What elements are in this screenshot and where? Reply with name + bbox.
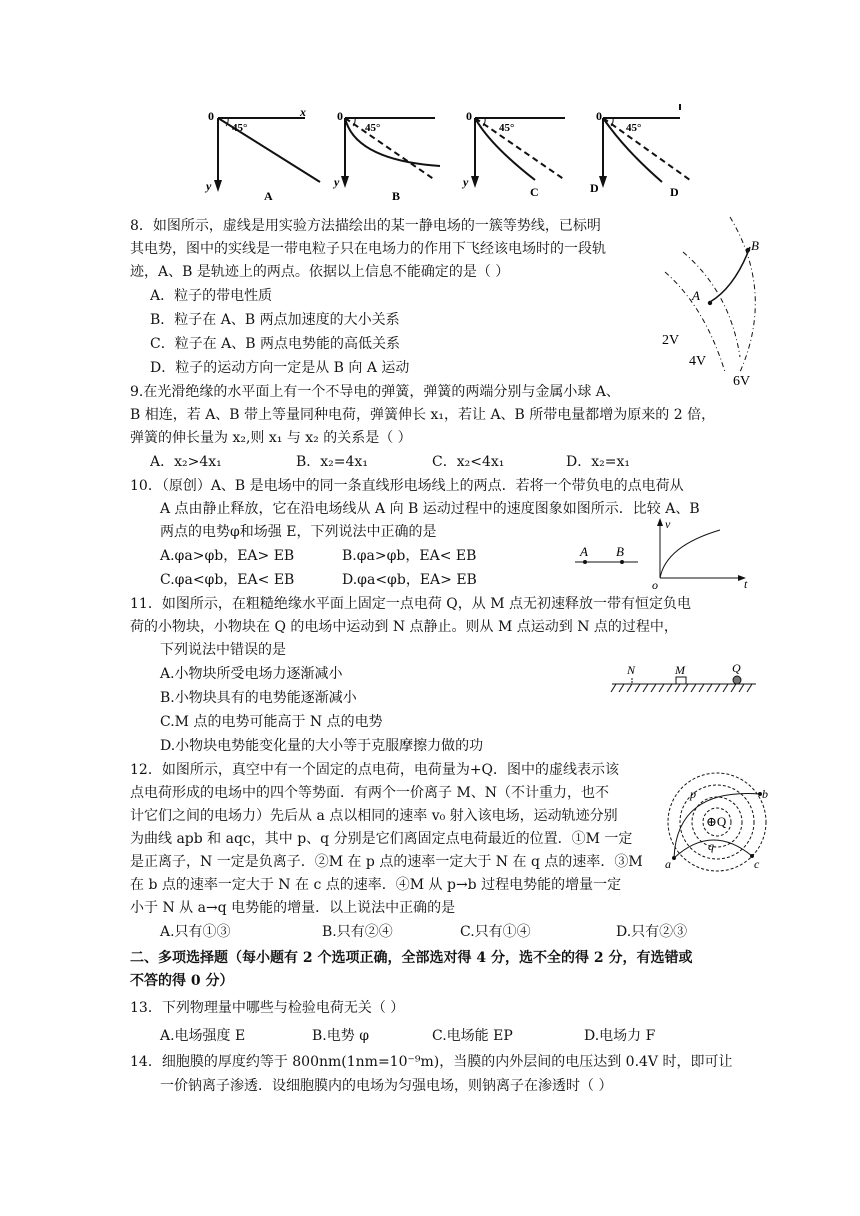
- q8-option-a: A．粒子的带电性质: [150, 288, 273, 304]
- section-2-heading-line-1: 二、多项选择题（每小题有 2 个选项正确，全部选对得 4 分，选不全的得 2 分，有选错或: [130, 950, 693, 966]
- panel-b-y-label: y: [334, 175, 340, 189]
- panel-a-x-label: x: [300, 105, 306, 119]
- section-2-heading-line-2: 不答的得 0 分）: [130, 973, 234, 989]
- panel-d-y-label: D: [590, 181, 599, 195]
- q10-option-c: C.φa<φb，EA< EB: [160, 572, 295, 588]
- panel-b-angle: 45°: [365, 122, 381, 134]
- q8-label-6v: 6V: [733, 374, 751, 389]
- q12-line-6: 在 b 点的速率一定大于 N 在 c 点的速率．④M 从 p→b 过程电势能的增量一定: [130, 877, 622, 893]
- panel-a-angle: 45°: [232, 122, 248, 134]
- q14-line-1: 14．细胞膜的厚度约等于 800nm(1nm=10⁻⁹m)，当膜的内外层间的电压达到 0.4V 时，即可让: [130, 1054, 733, 1070]
- q12-line-2: 点电荷形成的电场中的四个等势面．有两个一价离子 M、N（不计重力，也不: [130, 785, 610, 801]
- panel-b: [332, 109, 440, 203]
- top-figure: [0, 0, 860, 203]
- q10-figure: [570, 516, 770, 591]
- q8-label-b: B: [751, 238, 759, 253]
- q12-label-b: b: [762, 787, 768, 801]
- q11-figure: [610, 660, 760, 700]
- q8-figure: [655, 212, 795, 392]
- q10-axis-t: t: [744, 577, 748, 591]
- q12-label-p: p: [690, 787, 696, 801]
- q11-line-2: 荷的小物块，小物块在 Q 的电场中运动到 N 点静止。则从 M 点运动到 N 点的过程中，: [130, 619, 678, 635]
- q12-line-4: 为曲线 apb 和 aqc，其中 p、q 分别是它们离固定点电荷最近的位置．①M 一定: [130, 831, 633, 847]
- q12-option-a: A.只有①③: [160, 924, 231, 940]
- q11-line-1: 11．如图所示，在粗糙绝缘水平面上固定一点电荷 Q，从 M 点无初速释放一带有恒定负电: [130, 596, 691, 612]
- q10-line-1: 10．（原创）A、B 是电场中的同一条直线形电场线上的两点．若将一个带负电的点电荷从: [130, 478, 684, 494]
- q10-line-3: 两点的电势φ和场强 E，下列说法中正确的是: [160, 524, 437, 540]
- q8-line-3: 迹，A、B 是轨迹上的两点。依据以上信息不能确定的是（ ）: [130, 264, 510, 280]
- q10-origin: o: [652, 578, 658, 592]
- q12-line-1: 12．如图所示，真空中有一个固定的点电荷，电荷量为+Q．图中的虚线表示该: [130, 762, 620, 778]
- q8-label-2v: 2V: [662, 333, 680, 348]
- q13-option-c: C.电场能 EP: [432, 1028, 513, 1044]
- panel-d-letter: D: [670, 185, 679, 199]
- q8-label-4v: 4V: [689, 354, 707, 369]
- q8-line-2: 其电势，图中的实线是一带电粒子只在电场力的作用下飞经该电场时的一段轨: [130, 241, 606, 257]
- q11-option-b: B.小物块具有的电势能逐渐减小: [160, 690, 357, 706]
- panel-c-y-label: y: [463, 175, 469, 189]
- q9-option-a: A．x₂>4x₁: [150, 454, 222, 470]
- q12-option-b: B.只有②④: [322, 924, 393, 940]
- panel-c-origin: 0: [466, 109, 472, 123]
- q13-option-a: A.电场强度 E: [160, 1028, 246, 1044]
- q8-line-1: 8．如图所示，虚线是用实验方法描绘出的某一静电场的一簇等势线，已标明: [130, 218, 601, 234]
- q9-line-1: 9.在光滑绝缘的水平面上有一个不导电的弹簧，弹簧的两端分别与金属小球 A、: [130, 384, 620, 400]
- q8-option-c: C．粒子在 A、B 两点电势能的高低关系: [150, 336, 401, 352]
- q12-label-a: a: [665, 857, 671, 871]
- q12-label-q: q: [708, 839, 714, 853]
- q10-option-b: B.φa>φb，EA< EB: [342, 548, 477, 564]
- panel-c-angle: 45°: [499, 122, 515, 134]
- q8-option-d: D．粒子的运动方向一定是从 B 向 A 运动: [150, 360, 410, 376]
- q12-line-5: 是正离子，N 一定是负离子．②M 在 p 点的速率一定大于 N 在 q 点的速率．③M: [130, 854, 643, 870]
- panel-b-letter: B: [392, 189, 401, 203]
- q10-option-d: D.φa<φb，EA> EB: [342, 572, 477, 588]
- q12-line-3: 计它们之间的电场力）先后从 a 点以相同的速率 v₀ 射入该电场，运动轨迹分别: [130, 808, 618, 824]
- q12-line-7: 小于 N 从 a→q 电势能的增量．以上说法中正确的是: [130, 900, 456, 916]
- q12-figure: [662, 768, 772, 878]
- q12-label-c: c: [754, 857, 760, 871]
- q13-option-b: B.电势 φ: [312, 1028, 369, 1044]
- q9-option-d: D．x₂=x₁: [566, 454, 630, 470]
- q12-option-d: D.只有②③: [616, 924, 688, 940]
- panel-d-angle: 45°: [626, 122, 642, 134]
- q11-option-c: C.M 点的电势可能高于 N 点的电势: [160, 714, 383, 730]
- panel-d-origin: 0: [596, 109, 602, 123]
- q11-label-n: N: [627, 663, 636, 677]
- q9-option-c: C．x₂<4x₁: [432, 454, 505, 470]
- panel-c: [461, 109, 565, 199]
- q10-axis-v: v: [665, 517, 671, 531]
- q8-option-b: B．粒子在 A、B 两点加速度的大小关系: [150, 312, 400, 328]
- panel-a: [204, 105, 320, 203]
- q12-label-center: ⊕Q: [706, 814, 727, 829]
- q11-label-m: M: [675, 663, 685, 677]
- q13-line: 13．下列物理量中哪些与检验电荷无关（ ）: [130, 1000, 405, 1016]
- q12-option-c: C.只有①④: [460, 924, 531, 940]
- panel-a-letter: A: [264, 189, 273, 203]
- q11-label-q: Q: [732, 661, 741, 675]
- q8-label-a: A: [692, 288, 700, 303]
- q10-label-b: B: [616, 544, 624, 559]
- panel-d: [590, 104, 690, 199]
- q9-option-b: B．x₂=4x₁: [296, 454, 368, 470]
- q10-line-2: A 点由静止释放，它在沿电场线从 A 向 B 运动过程中的速度图象如图所示．比较 A、B: [160, 501, 700, 517]
- q10-label-a: A: [580, 544, 588, 559]
- panel-a-origin: 0: [208, 109, 214, 123]
- q9-line-3: 弹簧的伸长量为 x₂,则 x₁ 与 x₂ 的关系是（ ）: [130, 430, 412, 446]
- q14-line-2: 一价钠离子渗透．设细胞膜内的电场为匀强电场，则钠离子在渗透时（ ）: [160, 1078, 613, 1094]
- q9-line-2: B 相连，若 A、B 带上等量同种电荷，弹簧伸长 x₁，若让 A、B 所带电量都增为原来的 2 倍，: [130, 407, 716, 423]
- q11-line-3: 下列说法中错误的是: [160, 642, 286, 658]
- q10-option-a: A.φa>φb，EA> EB: [160, 548, 295, 564]
- q13-option-d: D.电场力 F: [584, 1028, 656, 1044]
- panel-a-y-label: y: [206, 179, 212, 193]
- q11-option-a: A.小物块所受电场力逐渐减小: [160, 666, 343, 682]
- panel-b-origin: 0: [337, 109, 343, 123]
- q11-option-d: D.小物块电势能变化量的大小等于克服摩擦力做的功: [160, 738, 484, 754]
- panel-c-letter: C: [530, 185, 539, 199]
